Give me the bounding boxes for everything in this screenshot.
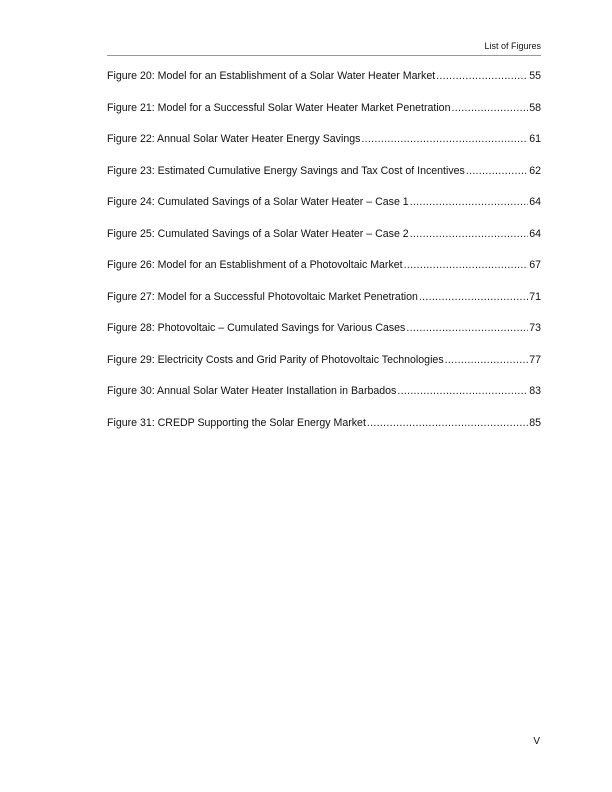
toc-entry[interactable] xyxy=(107,102,541,134)
entry-page-number: 61 xyxy=(529,133,541,145)
toc-entry[interactable] xyxy=(107,354,541,386)
entry-page-number: 85 xyxy=(529,416,541,429)
header-rule xyxy=(107,55,541,56)
entry-page-number: 77 xyxy=(529,353,541,366)
entry-page-number: 62 xyxy=(529,164,541,177)
entry-label: Figure 25: Cumulated Savings of a Solar Water Heater – Case 2 xyxy=(107,227,409,240)
running-header: List of Figures xyxy=(484,41,541,51)
dot-leader xyxy=(406,322,528,334)
toc-entry[interactable] xyxy=(107,259,541,291)
entry-page-number: 73 xyxy=(529,322,541,334)
dot-leader xyxy=(410,196,529,208)
entry-page-number: 58 xyxy=(529,101,541,114)
toc-entry[interactable] xyxy=(107,322,541,354)
entry-page-number: 83 xyxy=(529,385,541,397)
dot-leader xyxy=(361,133,528,145)
dot-leader xyxy=(436,70,528,82)
entry-label: Figure 23: Estimated Cumulative Energy Savings and Tax Cost of Incentives xyxy=(107,164,465,177)
toc-entry[interactable] xyxy=(107,196,541,228)
entry-page-number: 64 xyxy=(529,196,541,208)
toc-entry[interactable] xyxy=(107,385,541,417)
toc-entry[interactable] xyxy=(107,291,541,323)
entry-label: Figure 28: Photovoltaic – Cumulated Savings for Various Cases xyxy=(107,322,406,334)
entry-page-number: 64 xyxy=(529,227,541,240)
page-number: V xyxy=(533,736,540,747)
entry-page-number: 67 xyxy=(529,259,541,271)
entry-label: Figure 26: Model for an Establishment of a Photovoltaic Market xyxy=(107,259,403,271)
entry-label: Figure 31: CREDP Supporting the Solar Energy Market xyxy=(107,416,366,429)
toc-entry[interactable] xyxy=(107,133,541,165)
entry-label: Figure 30: Annual Solar Water Heater Installation in Barbados xyxy=(107,385,397,397)
toc-entry[interactable] xyxy=(107,165,541,197)
entry-label: Figure 22: Annual Solar Water Heater Energy Savings xyxy=(107,133,361,145)
entry-page-number: 71 xyxy=(529,290,541,303)
toc-entry[interactable] xyxy=(107,228,541,260)
dot-leader xyxy=(419,291,528,303)
dot-leader xyxy=(451,102,528,114)
dot-leader xyxy=(367,417,528,429)
entry-label: Figure 29: Electricity Costs and Grid Parity of Photovoltaic Technologies xyxy=(107,353,444,366)
entry-label: Figure 20: Model for an Establishment of a Solar Water Heater Market xyxy=(107,70,436,82)
toc-entry[interactable] xyxy=(107,417,541,449)
toc-entry[interactable] xyxy=(107,70,541,102)
entry-label: Figure 27: Model for a Successful Photovoltaic Market Penetration xyxy=(107,290,418,303)
dot-leader xyxy=(397,385,528,397)
list-of-figures xyxy=(107,70,541,448)
entry-label: Figure 21: Model for a Successful Solar Water Heater Market Penetration xyxy=(107,101,451,114)
dot-leader xyxy=(445,354,529,366)
dot-leader xyxy=(410,228,529,240)
entry-page-number: 55 xyxy=(529,70,541,82)
entry-label: Figure 24: Cumulated Savings of a Solar Water Heater – Case 1 xyxy=(107,196,409,208)
dot-leader xyxy=(466,165,528,177)
dot-leader xyxy=(404,259,529,271)
